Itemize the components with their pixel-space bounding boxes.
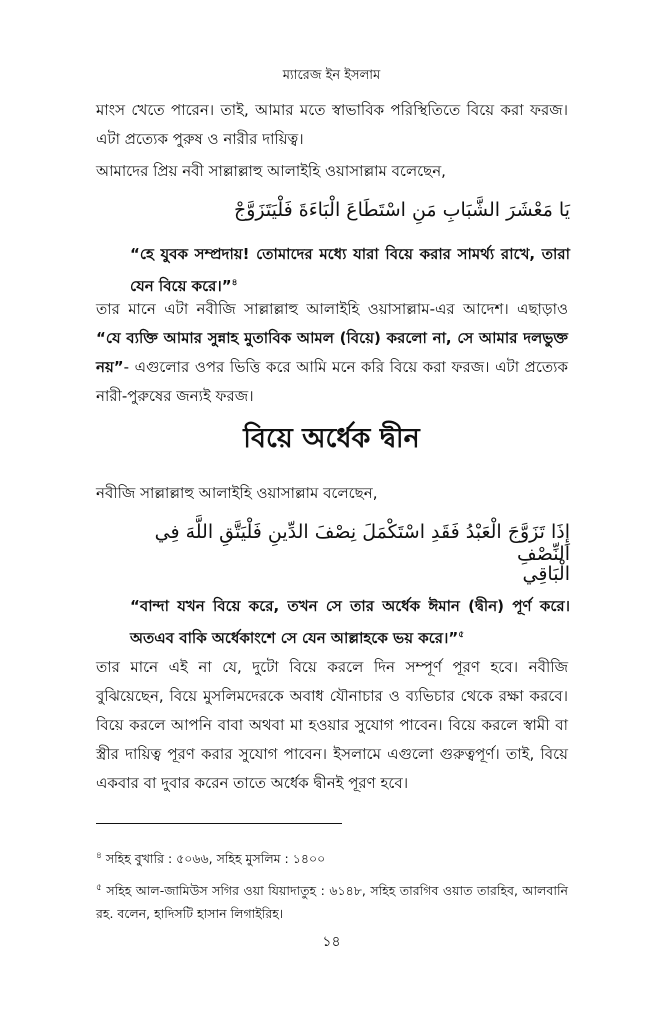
arabic-hadith-2-line-2: الْبَاقِي — [522, 563, 570, 585]
footnote-divider — [96, 823, 342, 824]
arabic-hadith-2-line-1: إِذَا تَزَوَّجَ الْعَبْدُ فَقَدِ اسْتَكْمَلَ نِصْفَ الدِّينِ فَلْيَتَّقِ اللَّهَ فِي النِّصْفِ — [154, 521, 570, 565]
paragraph-text: - এগুলোর ওপর ভিত্তি করে আমি মনে করি বিয়ে করা ফরজ। এটা প্রত্যেক নারী-পুরুষের জন্যই ফরজ। — [96, 358, 568, 405]
paragraph-prophet-said: আমাদের প্রিয় নবী সাল্লাল্লাহু আলাইহি ওয়াসাল্লাম বলেছেন, — [96, 162, 446, 180]
running-header: ম্যারেজ ইন ইসলাম — [282, 68, 381, 83]
page-number: ১৪ — [322, 934, 341, 950]
quote-text: “হে যুবক সম্প্রদায়! তোমাদের মধ্যে যারা বিয়ে করার সামর্থ্য রাখে, তারা যেন বিয়ে করে।” — [130, 245, 570, 295]
hadith-translation-1 — [130, 240, 570, 301]
footnote-text: সহিহ বুখারি : ৫০৬৬, সহিহ মুসলিম : ১৪০০ — [101, 851, 326, 867]
footnote-number: ৫ — [96, 883, 102, 893]
section-title: বিয়ে অর্ধেক দ্বীন — [243, 423, 420, 454]
footnote-5 — [96, 877, 568, 925]
footnote-4 — [96, 845, 568, 870]
paragraph-intro: মাংস খেতে পারেন। তাই, আমার মতে স্বাভাবিক পরিস্থিতিতে বিয়ে করা ফরজ। এটা প্রত্যেক পুরুষ ও নারীর দায়িত্ব। — [96, 101, 568, 148]
paragraph-text: তার মানে এটা নবীজি সাল্লাল্লাহু আলাইহি ওয়াসাল্লাম-এর আদেশ। এছাড়াও — [96, 300, 568, 318]
footnote-ref: ৫ — [458, 630, 465, 640]
hadith-translation-2 — [130, 592, 570, 653]
arabic-hadith-1: يَا مَعْشَرَ الشَّبَابِ مَنِ اسْتَطَاعَ الْبَاءَةَ فَلْيَتَزَوَّجْ — [233, 199, 570, 221]
hadith-quote-bold: “যে ব্যক্তি আমার সুন্নাহ মুতাবিক আমল (বিয়ে) করলো না, সে আমার দলভুক্ত নয়” — [96, 329, 568, 376]
paragraph-prophet-said-2: নবীজি সাল্লাল্লাহু আলাইহি ওয়াসাল্লাম বলেছেন, — [96, 484, 378, 502]
footnote-ref: ৪ — [231, 278, 238, 288]
quote-text: “বান্দা যখন বিয়ে করে, তখন সে তার অর্ধেক ঈমান (দ্বীন) পূর্ণ করে। অতএব বাকি অর্ধেকাংশে সে যেন আল্লাহকে ভয় করে।” — [130, 597, 570, 647]
paragraph-explanation: তার মানে এই না যে, দুটো বিয়ে করলে দিন সম্পূর্ণ পূরণ হবে। নবীজি বুঝিয়েছেন, বিয়ে মুসলিমদেরকে অবাধ যৌনাচার ও ব্যভিচার থেকে রক্ষা করবে। বিয়ে করলে আপনি বাবা অথবা মা হওয়ার সুযোগ পাবেন। বিয়ে করলে স্বামী বা স্ত্রীর দায়িত্ব পূরণ করার সুযোগ পাবেন। ইসলামে এগুলো গুরুত্বপূর্ণ। তাই, বিয়ে একবার বা দুবার করেন তাতে অর্ধেক দ্বীনই পূরণ হবে। — [96, 658, 568, 792]
footnote-text: সহিহ আল-জামিউস সগির ওয়া যিয়াদাতুহ : ৬১৪৮, সহিহ তারগিব ওয়াত তারহিব, আলবানি রহ. বলেন, হাদিসটি হাসান লিগাইরিহ। — [96, 883, 568, 922]
paragraph-command — [96, 295, 568, 411]
footnote-number: ৪ — [96, 851, 102, 861]
